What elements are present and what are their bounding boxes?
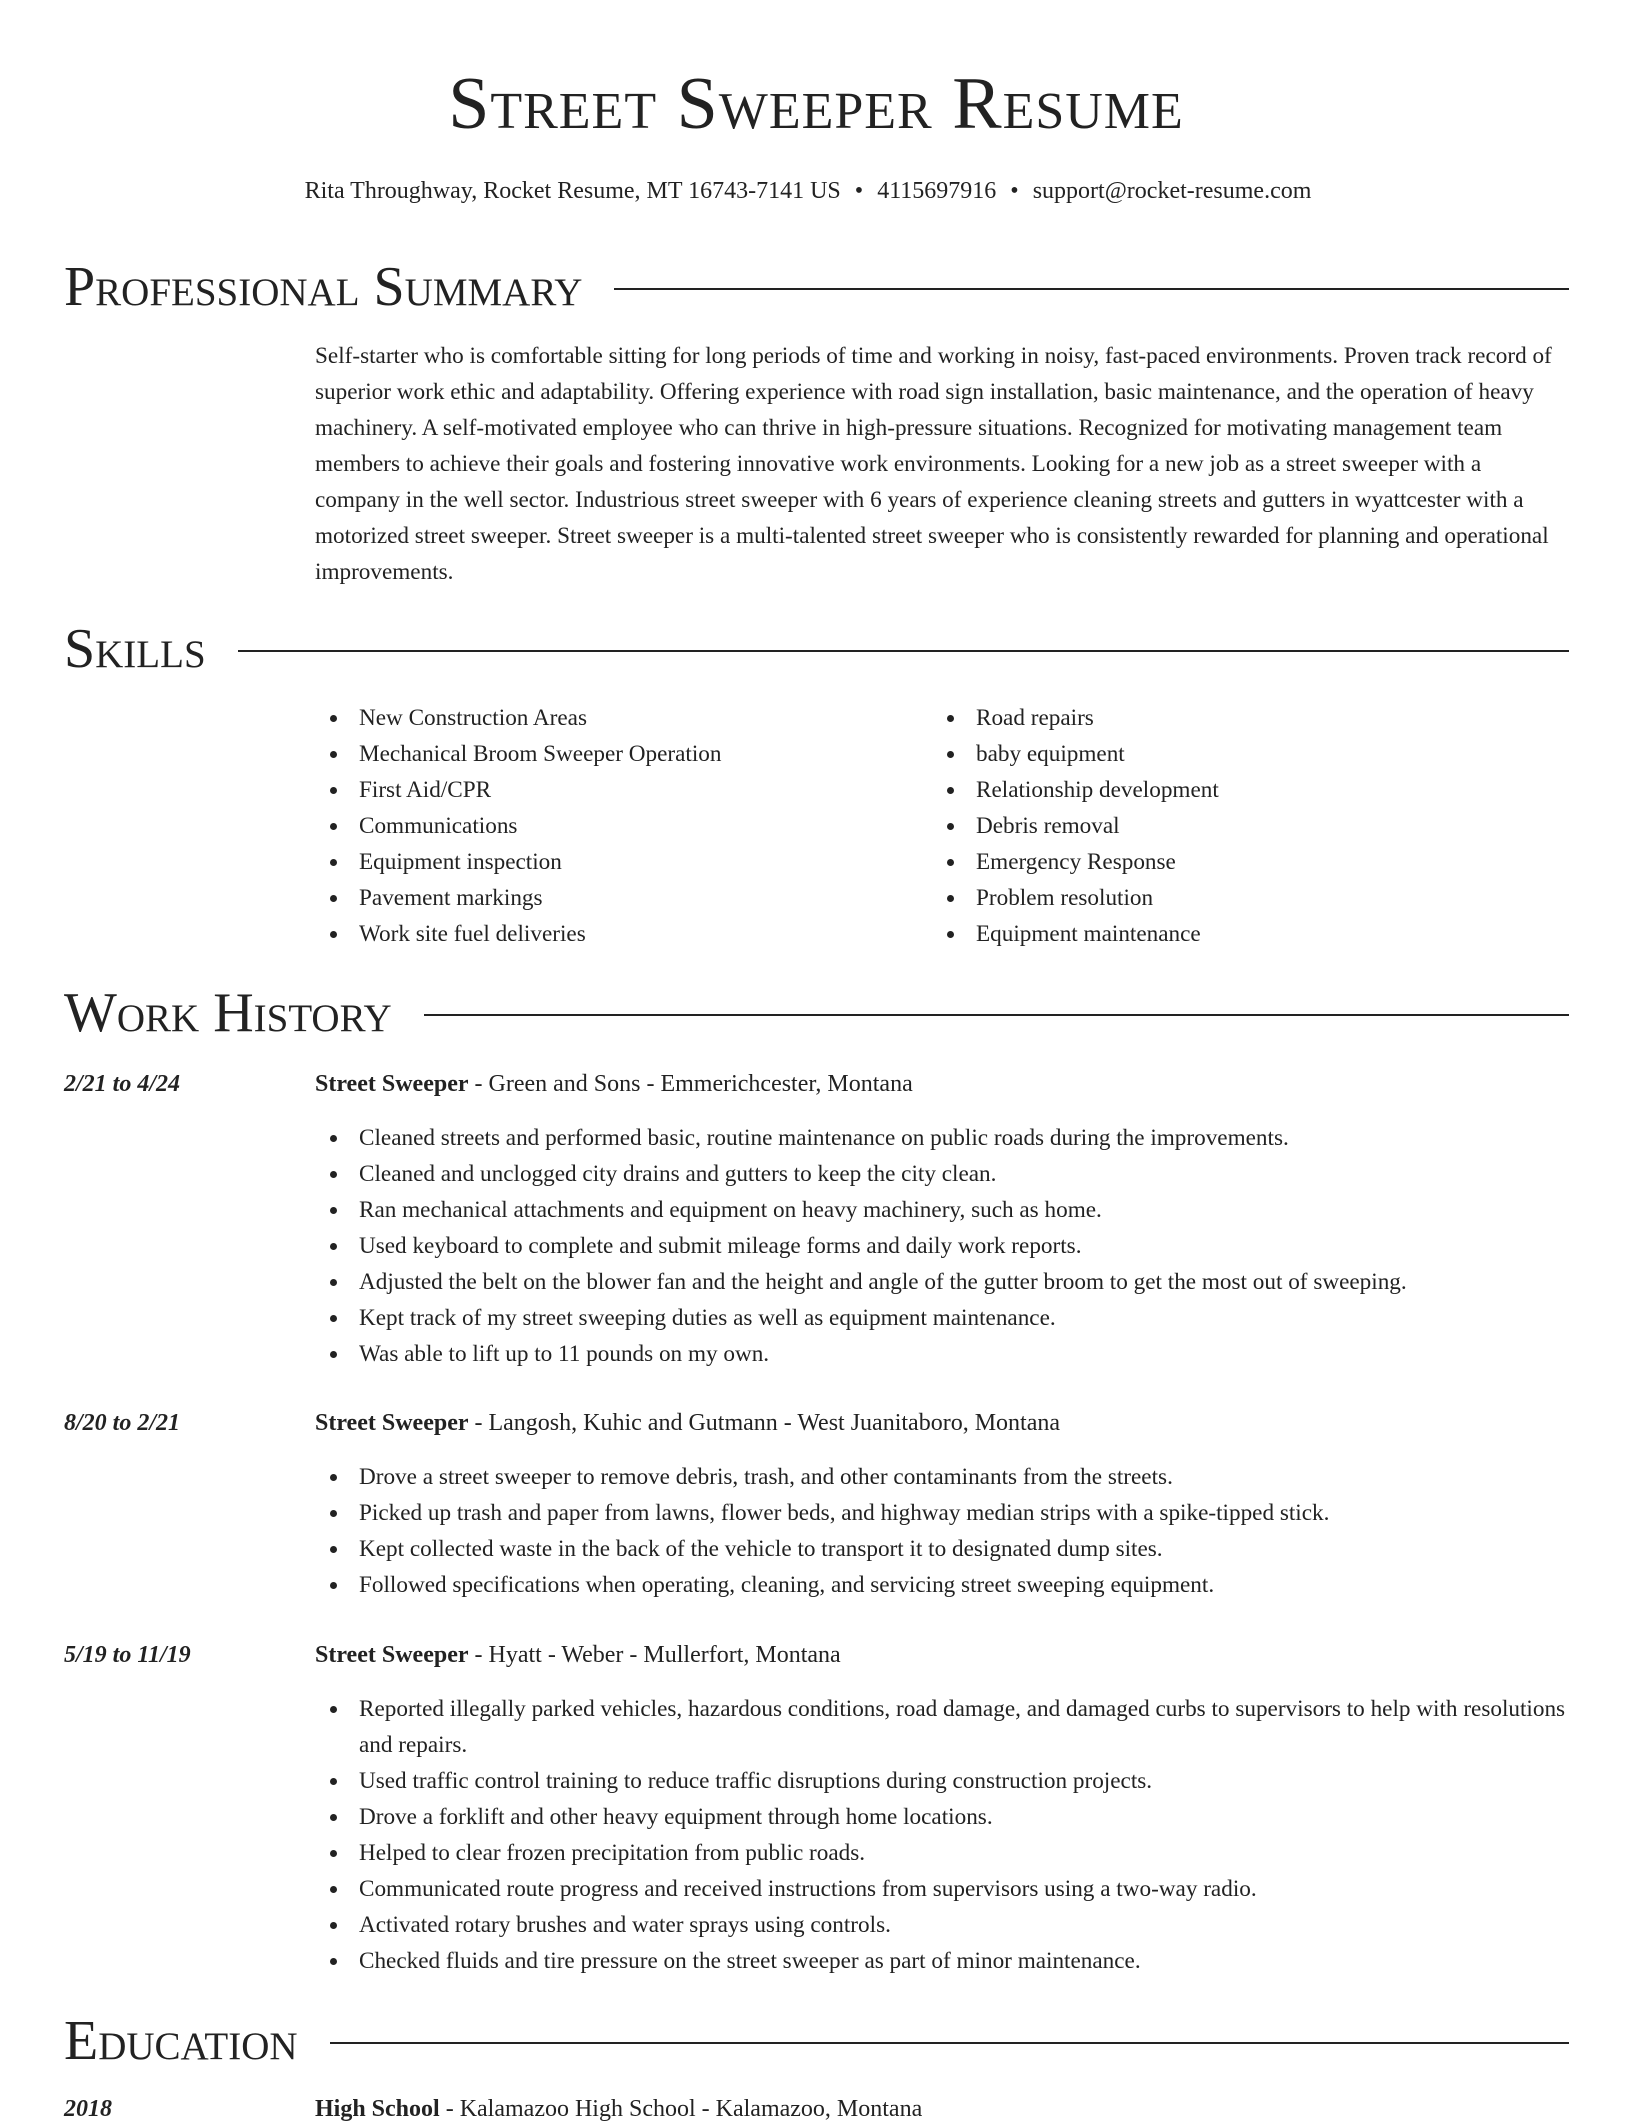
- skill-item: Work site fuel deliveries: [315, 916, 915, 952]
- job-bullet: Cleaned and unclogged city drains and gutters to keep the city clean.: [315, 1156, 1573, 1192]
- job-bullet: Ran mechanical attachments and equipment on heavy machinery, such as home.: [315, 1192, 1573, 1228]
- section-divider: [614, 288, 1569, 290]
- section-title-education: Education: [64, 2010, 298, 2072]
- job-title: Street Sweeper: [315, 1642, 469, 1668]
- job-employer: - Green and Sons - Emmerichcester, Montana: [468, 1071, 913, 1097]
- job-bullet: Drove a street sweeper to remove debris, trash, and other contaminants from the streets.: [315, 1459, 1573, 1495]
- skill-item: New Construction Areas: [315, 700, 915, 736]
- job-bullet: Was able to lift up to 11 pounds on my own.: [315, 1336, 1573, 1372]
- job-bullet: Kept track of my street sweeping duties as well as equipment maintenance.: [315, 1300, 1573, 1336]
- skills-list-left: [315, 700, 915, 952]
- skill-item: Mechanical Broom Sweeper Operation: [315, 736, 915, 772]
- section-title-work-history: Work History: [64, 982, 392, 1044]
- job-bullet: Checked fluids and tire pressure on the street sweeper as part of minor maintenance.: [315, 1943, 1573, 1979]
- job-title: Street Sweeper: [315, 1410, 469, 1436]
- section-divider: [238, 650, 1569, 652]
- job-bullet: Reported illegally parked vehicles, hazardous conditions, road damage, and damaged curbs to supervisors to help with resolutions and repairs.: [315, 1691, 1573, 1763]
- job-employer: - Hyatt - Weber - Mullerfort, Montana: [468, 1642, 841, 1668]
- job-title: Street Sweeper: [315, 1071, 469, 1097]
- education-heading: [315, 2092, 922, 2126]
- education-degree: High School: [315, 2096, 440, 2122]
- job-bullet: Helped to clear frozen precipitation from public roads.: [315, 1835, 1573, 1871]
- skill-item: Equipment inspection: [315, 844, 915, 880]
- skill-item: baby equipment: [932, 736, 1552, 772]
- job-bullet: Picked up trash and paper from lawns, flower beds, and highway median strips with a spike-tipped stick.: [315, 1495, 1573, 1531]
- job-heading: [315, 1067, 913, 1101]
- job-bullet: Used keyboard to complete and submit mileage forms and daily work reports.: [315, 1228, 1573, 1264]
- education-school: - Kalamazoo High School - Kalamazoo, Montana: [439, 2096, 923, 2122]
- education-year: 2018: [64, 2096, 112, 2122]
- job-heading: [315, 1406, 1060, 1440]
- contact-phone: 4115697916: [877, 178, 997, 204]
- section-header-education: [64, 2006, 1569, 2076]
- job-bullet: Adjusted the belt on the blower fan and the height and angle of the gutter broom to get the most out of sweeping.: [315, 1264, 1573, 1300]
- job-bullets: [315, 1691, 1573, 1979]
- job-bullet: Followed specifications when operating, cleaning, and servicing street sweeping equipment.: [315, 1567, 1573, 1603]
- job-bullet: Cleaned streets and performed basic, routine maintenance on public roads during the improvements.: [315, 1120, 1573, 1156]
- section-divider: [330, 2042, 1569, 2044]
- job-bullet: Communicated route progress and received instructions from supervisors using a two-way radio.: [315, 1871, 1573, 1907]
- contact-line: [0, 174, 1616, 208]
- skill-item: Communications: [315, 808, 915, 844]
- job-bullets: [315, 1120, 1573, 1372]
- job-bullet: Drove a forklift and other heavy equipment through home locations.: [315, 1799, 1573, 1835]
- job-dates: 2/21 to 4/24: [64, 1071, 181, 1097]
- job-dates: 5/19 to 11/19: [64, 1642, 191, 1668]
- job-dates: 8/20 to 2/21: [64, 1410, 181, 1436]
- skill-item: Problem resolution: [932, 880, 1552, 916]
- skill-item: First Aid/CPR: [315, 772, 915, 808]
- job-bullet: Activated rotary brushes and water sprays using controls.: [315, 1907, 1573, 1943]
- contact-separator: •: [1010, 178, 1019, 204]
- section-title-summary: Professional Summary: [64, 256, 583, 318]
- job-bullet: Used traffic control training to reduce traffic disruptions during construction projects.: [315, 1763, 1573, 1799]
- job-heading: [315, 1638, 841, 1672]
- section-header-work-history: [64, 978, 1569, 1048]
- section-header-skills: [64, 614, 1569, 684]
- skill-item: Debris removal: [932, 808, 1552, 844]
- contact-email: support@rocket-resume.com: [1032, 178, 1312, 204]
- contact-address: Rita Throughway, Rocket Resume, MT 16743-7141 US: [304, 178, 841, 204]
- section-title-skills: Skills: [64, 618, 206, 680]
- skills-list-right: [932, 700, 1552, 952]
- job-bullet: Kept collected waste in the back of the vehicle to transport it to designated dump sites.: [315, 1531, 1573, 1567]
- summary-text: Self-starter who is comfortable sitting for long periods of time and working in noisy, fast-paced environments. Proven track record of superior work ethic and adaptability. Offering experience with road sign installation, basic maintenance, and the operation of heavy machinery. A self-motivated employee who can thrive in high-pressure situations. Recognized for motivating management team members to achieve their goals and fostering innovative work environments. Looking for a new job as a street sweeper with a company in the well sector. Industrious street sweeper with 6 years of experience cleaning streets and gutters in wyattcester with a motorized street sweeper. Street sweeper is a multi-talented street sweeper who is consistently rewarded for planning and operational improvements.: [315, 343, 1552, 585]
- skill-item: Pavement markings: [315, 880, 915, 916]
- skill-item: Relationship development: [932, 772, 1552, 808]
- contact-separator: •: [854, 178, 864, 204]
- section-divider: [424, 1014, 1569, 1016]
- section-header-summary: [64, 252, 1569, 322]
- resume-title: Street Sweeper Resume: [448, 63, 1184, 145]
- skill-item: Equipment maintenance: [932, 916, 1552, 952]
- job-bullets: [315, 1459, 1573, 1603]
- skill-item: Road repairs: [932, 700, 1552, 736]
- job-employer: - Langosh, Kuhic and Gutmann - West Juanitaboro, Montana: [468, 1410, 1061, 1436]
- skill-item: Emergency Response: [932, 844, 1552, 880]
